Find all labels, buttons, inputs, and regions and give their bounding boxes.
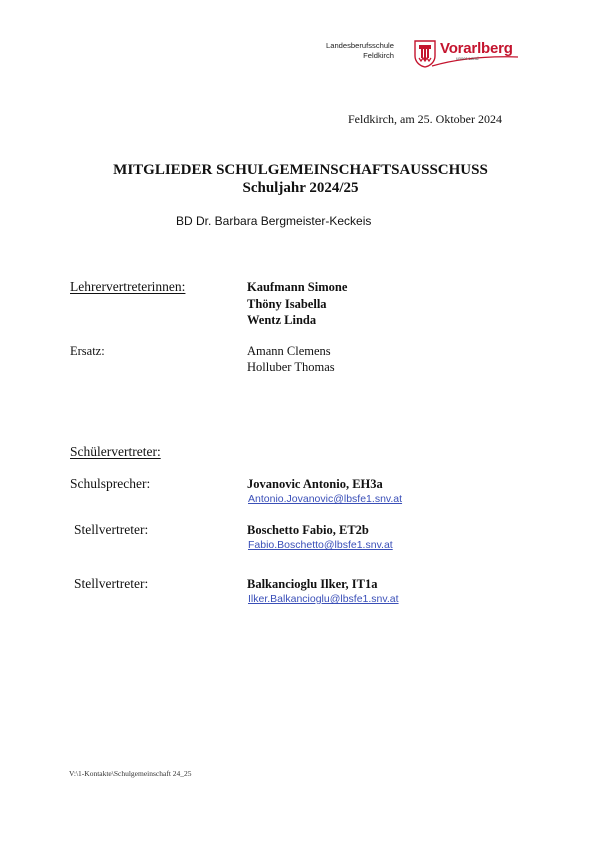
deputy1-email-link[interactable]: Fabio.Boschetto@lbsfe1.snv.at — [248, 539, 393, 551]
teachers-label: Lehrervertreterinnen: — [70, 279, 186, 294]
deputy2-label: Stellvertreter: — [74, 576, 149, 591]
brand-subtitle: unser Land — [456, 56, 479, 61]
school-name — [326, 41, 394, 61]
deputy1-label: Stellvertreter: — [74, 522, 149, 537]
teacher-member: Kaufmann Simone — [247, 280, 348, 294]
teacher-member: Thöny Isabella — [247, 297, 327, 311]
deputy2-name: Balkancioglu Ilker, IT1a — [247, 577, 378, 591]
file-path-footer: V:\1-Kontakte\Schulgemeinschaft 24_25 — [69, 769, 192, 778]
substitutes-label: Ersatz: — [70, 344, 105, 358]
document-subtitle: Schuljahr 2024/25 — [242, 180, 359, 196]
document-title: MITGLIEDER SCHULGEMEINSCHAFTSAUSSCHUSS — [113, 162, 488, 178]
students-label: Schülervertreter: — [70, 444, 161, 459]
school-name-line2: Feldkirch — [363, 51, 394, 60]
school-name-line1: Landesberufsschule — [326, 41, 394, 50]
spokesperson-name: Jovanovic Antonio, EH3a — [247, 477, 383, 491]
date-line: Feldkirch, am 25. Oktober 2024 — [348, 112, 502, 126]
spokesperson-label: Schulsprecher: — [70, 476, 151, 491]
spokesperson-email-link[interactable]: Antonio.Jovanovic@lbsfe1.snv.at — [248, 493, 403, 505]
deputy1-name: Boschetto Fabio, ET2b — [247, 523, 369, 537]
director-name: BD Dr. Barbara Bergmeister-Keckeis — [176, 214, 372, 228]
substitute-member: Amann Clemens — [247, 344, 331, 358]
deputy2-email-link[interactable]: Ilker.Balkancioglu@lbsfe1.snv.at — [248, 593, 399, 605]
brand-logo-text: Vorarlberg — [440, 40, 513, 57]
teacher-member: Wentz Linda — [247, 313, 317, 327]
substitute-member: Holluber Thomas — [247, 360, 335, 374]
